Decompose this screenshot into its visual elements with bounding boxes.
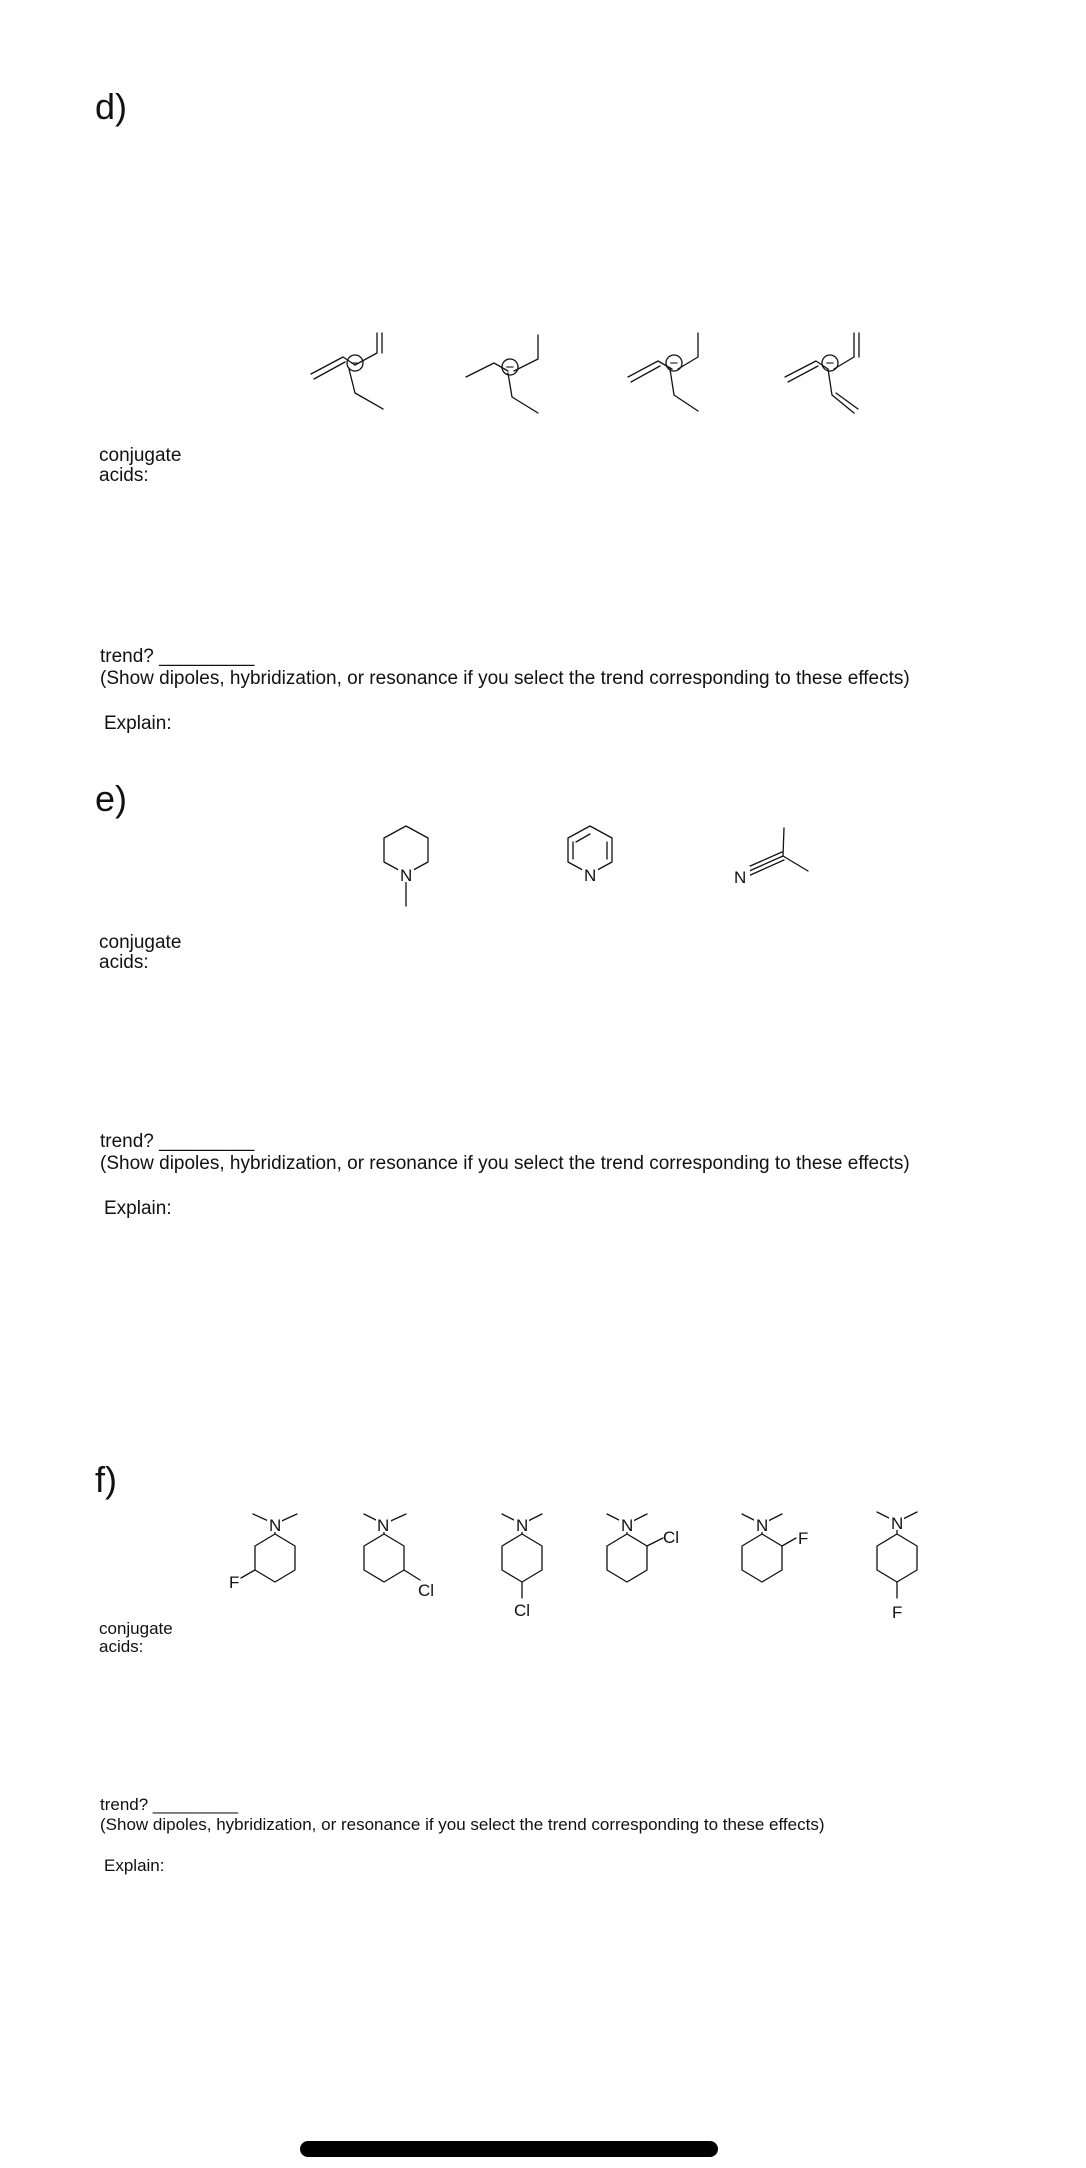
section-f-explain-label: Explain: bbox=[104, 1856, 165, 1875]
svg-text:N: N bbox=[400, 866, 413, 885]
molecule-f3 bbox=[478, 1500, 568, 1630]
section-f-trend-note: (Show dipoles, hybridization, or resonance if you select the trend corresponding to these effects) bbox=[100, 1815, 825, 1834]
molecule-f4 bbox=[583, 1500, 693, 1610]
svg-text:F: F bbox=[798, 1529, 809, 1548]
molecule-f5 bbox=[718, 1500, 828, 1610]
section-f-trend-answer: trend? _________ bbox=[100, 1795, 239, 1814]
section-e-conjugate-acids-label: conjugate acids: bbox=[99, 932, 182, 973]
svg-text:−: − bbox=[350, 355, 360, 372]
section-e-explain-label: Explain: bbox=[104, 1198, 172, 1219]
svg-text:F: F bbox=[892, 1603, 903, 1622]
molecule-d1 bbox=[305, 325, 415, 425]
svg-text:Cl: Cl bbox=[418, 1581, 435, 1600]
molecule-n-methylpiperidine bbox=[370, 820, 470, 920]
molecule-pyridine bbox=[558, 820, 638, 900]
molecule-isobutyronitrile bbox=[726, 820, 836, 910]
section-d-label: d) bbox=[95, 86, 128, 127]
svg-text:Cl: Cl bbox=[514, 1601, 531, 1620]
section-d-trend-answer: trend? _________ bbox=[100, 646, 255, 667]
home-indicator[interactable] bbox=[300, 2141, 718, 2157]
molecule-d2 bbox=[462, 325, 572, 425]
section-e-trend-answer: trend? _________ bbox=[100, 1131, 255, 1152]
section-f-conjugate-acids-label: conjugate acids: bbox=[99, 1619, 173, 1656]
section-e-trend-note: (Show dipoles, hybridization, or resonance if you select the trend corresponding to these effects) bbox=[100, 1153, 910, 1174]
svg-text:−: − bbox=[825, 355, 835, 372]
svg-text:N: N bbox=[377, 1516, 390, 1535]
molecule-d3 bbox=[618, 325, 728, 425]
svg-text:N: N bbox=[756, 1516, 769, 1535]
svg-text:N: N bbox=[734, 868, 747, 887]
svg-text:−: − bbox=[669, 355, 679, 372]
molecule-d4 bbox=[776, 325, 886, 425]
svg-text:F: F bbox=[229, 1573, 240, 1592]
section-d-conjugate-acids-label: conjugate acids: bbox=[99, 445, 182, 486]
svg-text:N: N bbox=[269, 1516, 282, 1535]
section-f-label: f) bbox=[95, 1459, 117, 1500]
svg-text:N: N bbox=[584, 866, 597, 885]
svg-text:N: N bbox=[891, 1514, 904, 1533]
svg-text:N: N bbox=[621, 1516, 634, 1535]
molecule-f1 bbox=[225, 1500, 315, 1610]
svg-text:−: − bbox=[505, 359, 515, 376]
molecule-f2 bbox=[340, 1500, 450, 1610]
svg-text:N: N bbox=[516, 1516, 529, 1535]
molecule-f6 bbox=[853, 1500, 943, 1630]
section-d-trend-note: (Show dipoles, hybridization, or resonance if you select the trend corresponding to these effects) bbox=[100, 668, 910, 689]
svg-text:Cl: Cl bbox=[663, 1528, 680, 1547]
section-e-label: e) bbox=[95, 778, 128, 819]
section-d-explain-label: Explain: bbox=[104, 713, 172, 734]
